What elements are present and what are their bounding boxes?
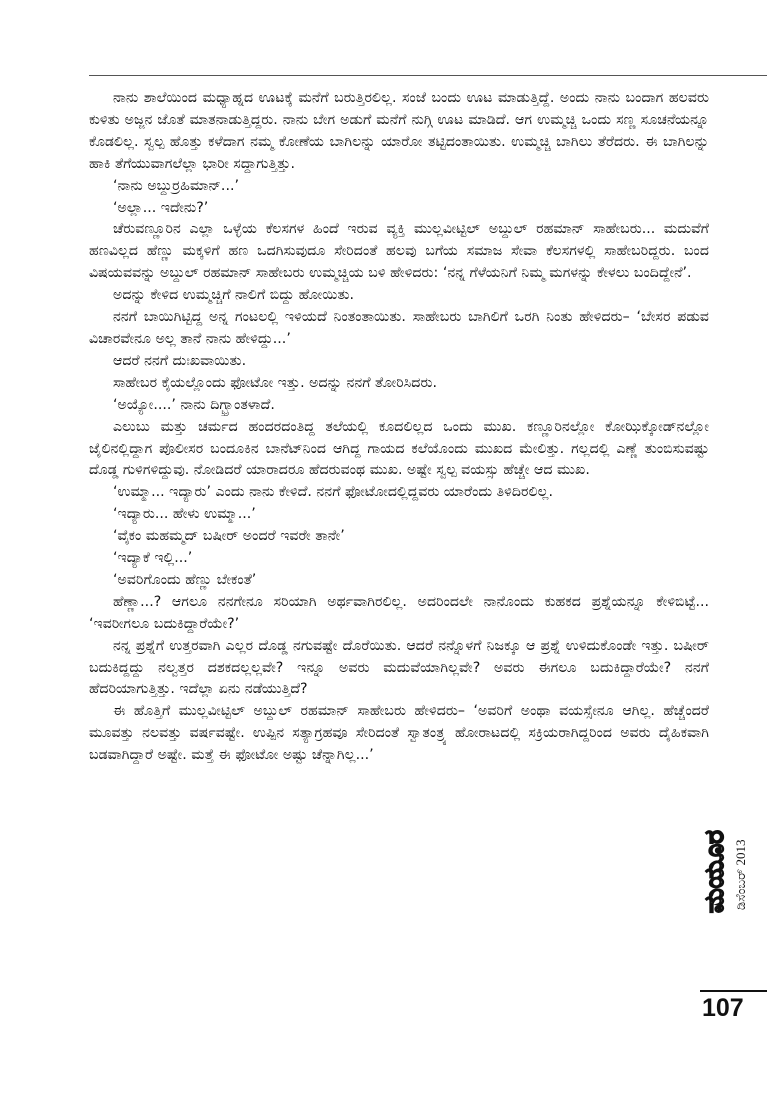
- paragraph: ನಾನು ಶಾಲೆಯಿಂದ ಮಧ್ಯಾಹ್ನದ ಊಟಕ್ಕೆ ಮನೆಗೆ ಬರುತ್ತಿರಲಿಲ್ಲ. ಸಂಜೆ ಬಂದು ಊಟ ಮಾಡುತ್ತಿದ್ದೆ. ಅಂದು ನಾನು ಬಂದಾಗ ಹಲವರು ಕುಳಿತು ಅಜ್ಜನ ಜೊತೆ ಮಾತನಾಡುತ್ತಿದ್ದರು. ನಾನು ಬೇಗ ಅಡುಗೆ ಮನೆಗೆ ನುಗ್ಗಿ ಊಟ ಮಾಡಿದೆ. ಆಗ ಉಮ್ಮಚ್ಚಿ ಒಂದು ಸಣ್ಣ ಸೂಚನೆಯನ್ನೂ ಕೊಡಲಿಲ್ಲ. ಸ್ವಲ್ಪ ಹೊತ್ತು ಕಳೆದಾಗ ನಮ್ಮ ಕೋಣೆಯ ಬಾಗಿಲನ್ನು ಯಾರೋ ತಟ್ಟಿದಂತಾಯಿತು. ಉಮ್ಮಚ್ಚಿ ಬಾಗಿಲು ತೆರೆದರು. ಈ ಬಾಗಿಲನ್ನು ಹಾಕಿ ತೆಗೆಯುವಾಗಲೆಲ್ಲಾ ಭಾರೀ ಸದ್ದಾಗುತ್ತಿತ್ತು.: [89, 90, 709, 172]
- paragraph: ‘ಅವರಿಗೊಂದು ಹೆಣ್ಣು ಬೇಕಂತೆ’: [113, 571, 257, 588]
- paragraph: ‘ಅಲ್ಲಾ... ಇದೇನು?’: [113, 199, 209, 216]
- paragraph: ಚೆರುವಣ್ಣೂರಿನ ಎಲ್ಲಾ ಒಳ್ಳೆಯ ಕೆಲಸಗಳ ಹಿಂದೆ ಇರುವ ವ್ಯಕ್ತಿ ಮುಲ್ಲವೀಟ್ಟಿಲ್ ಅಬ್ದುಲ್ ರಹಮಾನ್ ಸಾಹೇಬರು... ಮದುವೆಗೆ ಹಣವಿಲ್ಲದ ಹೆಣ್ಣು ಮಕ್ಕಳಿಗೆ ಹಣ ಒದಗಿಸುವುದೂ ಸೇರಿದಂತೆ ಹಲವು ಬಗೆಯ ಸಮಾಜ ಸೇವಾ ಕೆಲಸಗಳಲ್ಲಿ ಸಾಹೇಬರಿದ್ದರು. ಬಂದ ವಿಷಯವವನ್ನು ಅಬ್ದುಲ್ ರಹಮಾನ್ ಸಾಹೇಬರು ಉಮ್ಮಚ್ಚಿಯ ಬಳಿ ಹೇಳಿದರು: ‘ನನ್ನ ಗೆಳೆಯನಿಗೆ ನಿಮ್ಮ ಮಗಳನ್ನು ಕೇಳಲು ಬಂದಿದ್ದೇನೆ’.: [89, 221, 709, 282]
- paragraph: ‘ನಾನು ಅಬ್ದುರ‍್ರಹಿಮಾನ್...’: [113, 177, 239, 194]
- paragraph: ‘ಇದ್ಯಾಕೆ ಇಲ್ಲಿ...’: [113, 550, 193, 567]
- paragraph: ನನಗೆ ಬಾಯಿಗಿಟ್ಟಿದ್ದ ಅನ್ನ ಗಂಟಲಲ್ಲಿ ಇಳಿಯದೆ ನಿಂತಂತಾಯಿತು. ಸಾಹೇಬರು ಬಾಗಿಲಿಗೆ ಒರಗಿ ನಿಂತು ಹೇಳಿದರು– ‘ಬೇಸರ ಪಡುವ ವಿಚಾರವೇನೂ ಅಲ್ಲ ತಾನೆ ನಾನು ಹೇಳಿದ್ದು...’: [89, 309, 709, 347]
- article-body: [89, 88, 709, 767]
- paragraph: ‘ಅಯ್ಯೋ....’ ನಾನು ದಿಗ್ಭ್ರಾಂತಳಾದೆ.: [113, 396, 275, 413]
- magazine-logo: ಮಯೂರ: [700, 830, 730, 914]
- issue-date: ಡಿಸೆಂಬರ್ 2013: [733, 839, 748, 911]
- page-number-rule: [700, 990, 767, 992]
- paragraph: ಸಾಹೇಬರ ಕೈಯಲ್ಲೊಂದು ಫೋಟೋ ಇತ್ತು. ಅದನ್ನು ನನಗೆ ತೋರಿಸಿದರು.: [113, 374, 437, 391]
- paragraph: ಹೆಣ್ಣಾ...? ಆಗಲೂ ನನಗೇನೂ ಸರಿಯಾಗಿ ಅರ್ಥವಾಗಿರಲಿಲ್ಲ. ಅದರಿಂದಲೇ ನಾನೊಂದು ಕುಹಕದ ಪ್ರಶ್ನೆಯನ್ನೂ ಕೇಳಿಬಿಟ್ಟೆ... ‘ಇವರೀಗಲೂ ಬದುಕಿದ್ದಾರೆಯೇ?’: [89, 593, 709, 632]
- paragraph: ಈ ಹೊತ್ತಿಗೆ ಮುಲ್ಲವೀಟ್ಟಿಲ್ ಅಬ್ದುಲ್ ರಹಮಾನ್ ಸಾಹೇಬರು ಹೇಳಿದರು– ‘ಅವರಿಗೆ ಅಂಥಾ ವಯಸ್ಸೇನೂ ಆಗಿಲ್ಲ. ಹೆಚ್ಚೆಂದರೆ ಮೂವತ್ತು ನಲವತ್ತು ವರ್ಷವಷ್ಟೇ. ಉಪ್ಪಿನ ಸತ್ಯಾಗ್ರಹವೂ ಸೇರಿದಂತೆ ಸ್ವಾತಂತ್ರ್ಯ ಹೋರಾಟದಲ್ಲಿ ಸಕ್ರಿಯರಾಗಿದ್ದರಿಂದ ಅವರು ದೈಹಿಕವಾಗಿ ಬಡವಾಗಿದ್ದಾರೆ ಅಷ್ಟೇ. ಮತ್ತೆ ಈ ಫೋಟೋ ಅಷ್ಟು ಚೆನ್ನಾಗಿಲ್ಲ...’: [89, 703, 709, 764]
- paragraph: ಎಲುಬು ಮತ್ತು ಚರ್ಮದ ಹಂದರದಂತಿದ್ದ ತಲೆಯಲ್ಲಿ ಕೂದಲಿಲ್ಲದ ಒಂದು ಮುಖ. ಕಣ್ಣೂರಿನಲ್ಲೋ ಕೋಝಿಕ್ಕೋಡ್‌ನಲ್ಲೋ ಜೈಲಿನಲ್ಲಿದ್ದಾಗ ಪೊಲೀಸರ ಬಂದೂಕಿನ ಬಾನೆಟ್‌ನಿಂದ ಆಗಿದ್ದ ಗಾಯದ ಕಲೆಯೊಂದು ಮುಖದ ಮೇಲಿತ್ತು. ಗಲ್ಲದಲ್ಲಿ ಎಣ್ಣೆ ತುಂಬಿಸುವಷ್ಟು ದೊಡ್ಡ ಗುಳಿಗಳಿದ್ದುವು. ನೋಡಿದರೆ ಯಾರಾದರೂ ಹೆದರುವಂಥ ಮುಖ. ಅಷ್ಟೇ ಸ್ವಲ್ಪ ವಯಸ್ಸು ಹೆಚ್ಚೇ ಆದ ಮುಖ.: [89, 418, 709, 479]
- paragraph: ಆದರೆ ನನಗೆ ದುಃಖವಾಯಿತು.: [113, 352, 247, 369]
- header-rule: [89, 75, 767, 76]
- paragraph: ನನ್ನ ಪ್ರಶ್ನೆಗೆ ಉತ್ತರವಾಗಿ ಎಲ್ಲರ ದೊಡ್ಡ ನಗುವಷ್ಟೇ ದೊರೆಯಿತು. ಆದರೆ ನನ್ನೊಳಗೆ ನಿಜಕ್ಕೂ ಆ ಪ್ರಶ್ನೆ ಉಳಿದುಕೊಂಡೇ ಇತ್ತು. ಬಷೀರ್ ಬದುಕಿದ್ದದ್ದು ನಲ್ವತ್ತರ ದಶಕದಲ್ಲಲ್ಲವೇ? ಇನ್ನೂ ಅವರು ಮದುವೆಯಾಗಿಲ್ಲವೇ? ಅವರು ಈಗಲೂ ಬದುಕಿದ್ದಾರೆಯೇ? ನನಗೆ ಹೆದರಿಯಾಗುತ್ತಿತ್ತು. ಇದೆಲ್ಲಾ ಏನು ನಡೆಯುತ್ತಿದೆ?: [89, 637, 709, 698]
- paragraph: ಅದನ್ನು ಕೇಳಿದ ಉಮ್ಮಚ್ಚಿಗೆ ನಾಲಿಗೆ ಬಿದ್ದು ಹೋಯಿತು.: [113, 287, 355, 304]
- paragraph: ‘ಉಮ್ಮಾ... ಇದ್ಯಾರು’ ಎಂದು ನಾನು ಕೇಳಿದೆ. ನನಗೆ ಫೋಟೋದಲ್ಲಿದ್ದವರು ಯಾರೆಂದು ತಿಳಿದಿರಲಿಲ್ಲ.: [113, 484, 553, 501]
- paragraph: ‘ಇದ್ಯಾರು... ಹೇಳು ಉಮ್ಮಾ...’: [113, 506, 256, 523]
- paragraph: ‘ವೈಕಂ ಮಹಮ್ಮದ್ ಬಷೀರ್ ಅಂದರೆ ಇವರೇ ತಾನೇ’: [113, 528, 345, 545]
- page-number: 107: [702, 994, 744, 1022]
